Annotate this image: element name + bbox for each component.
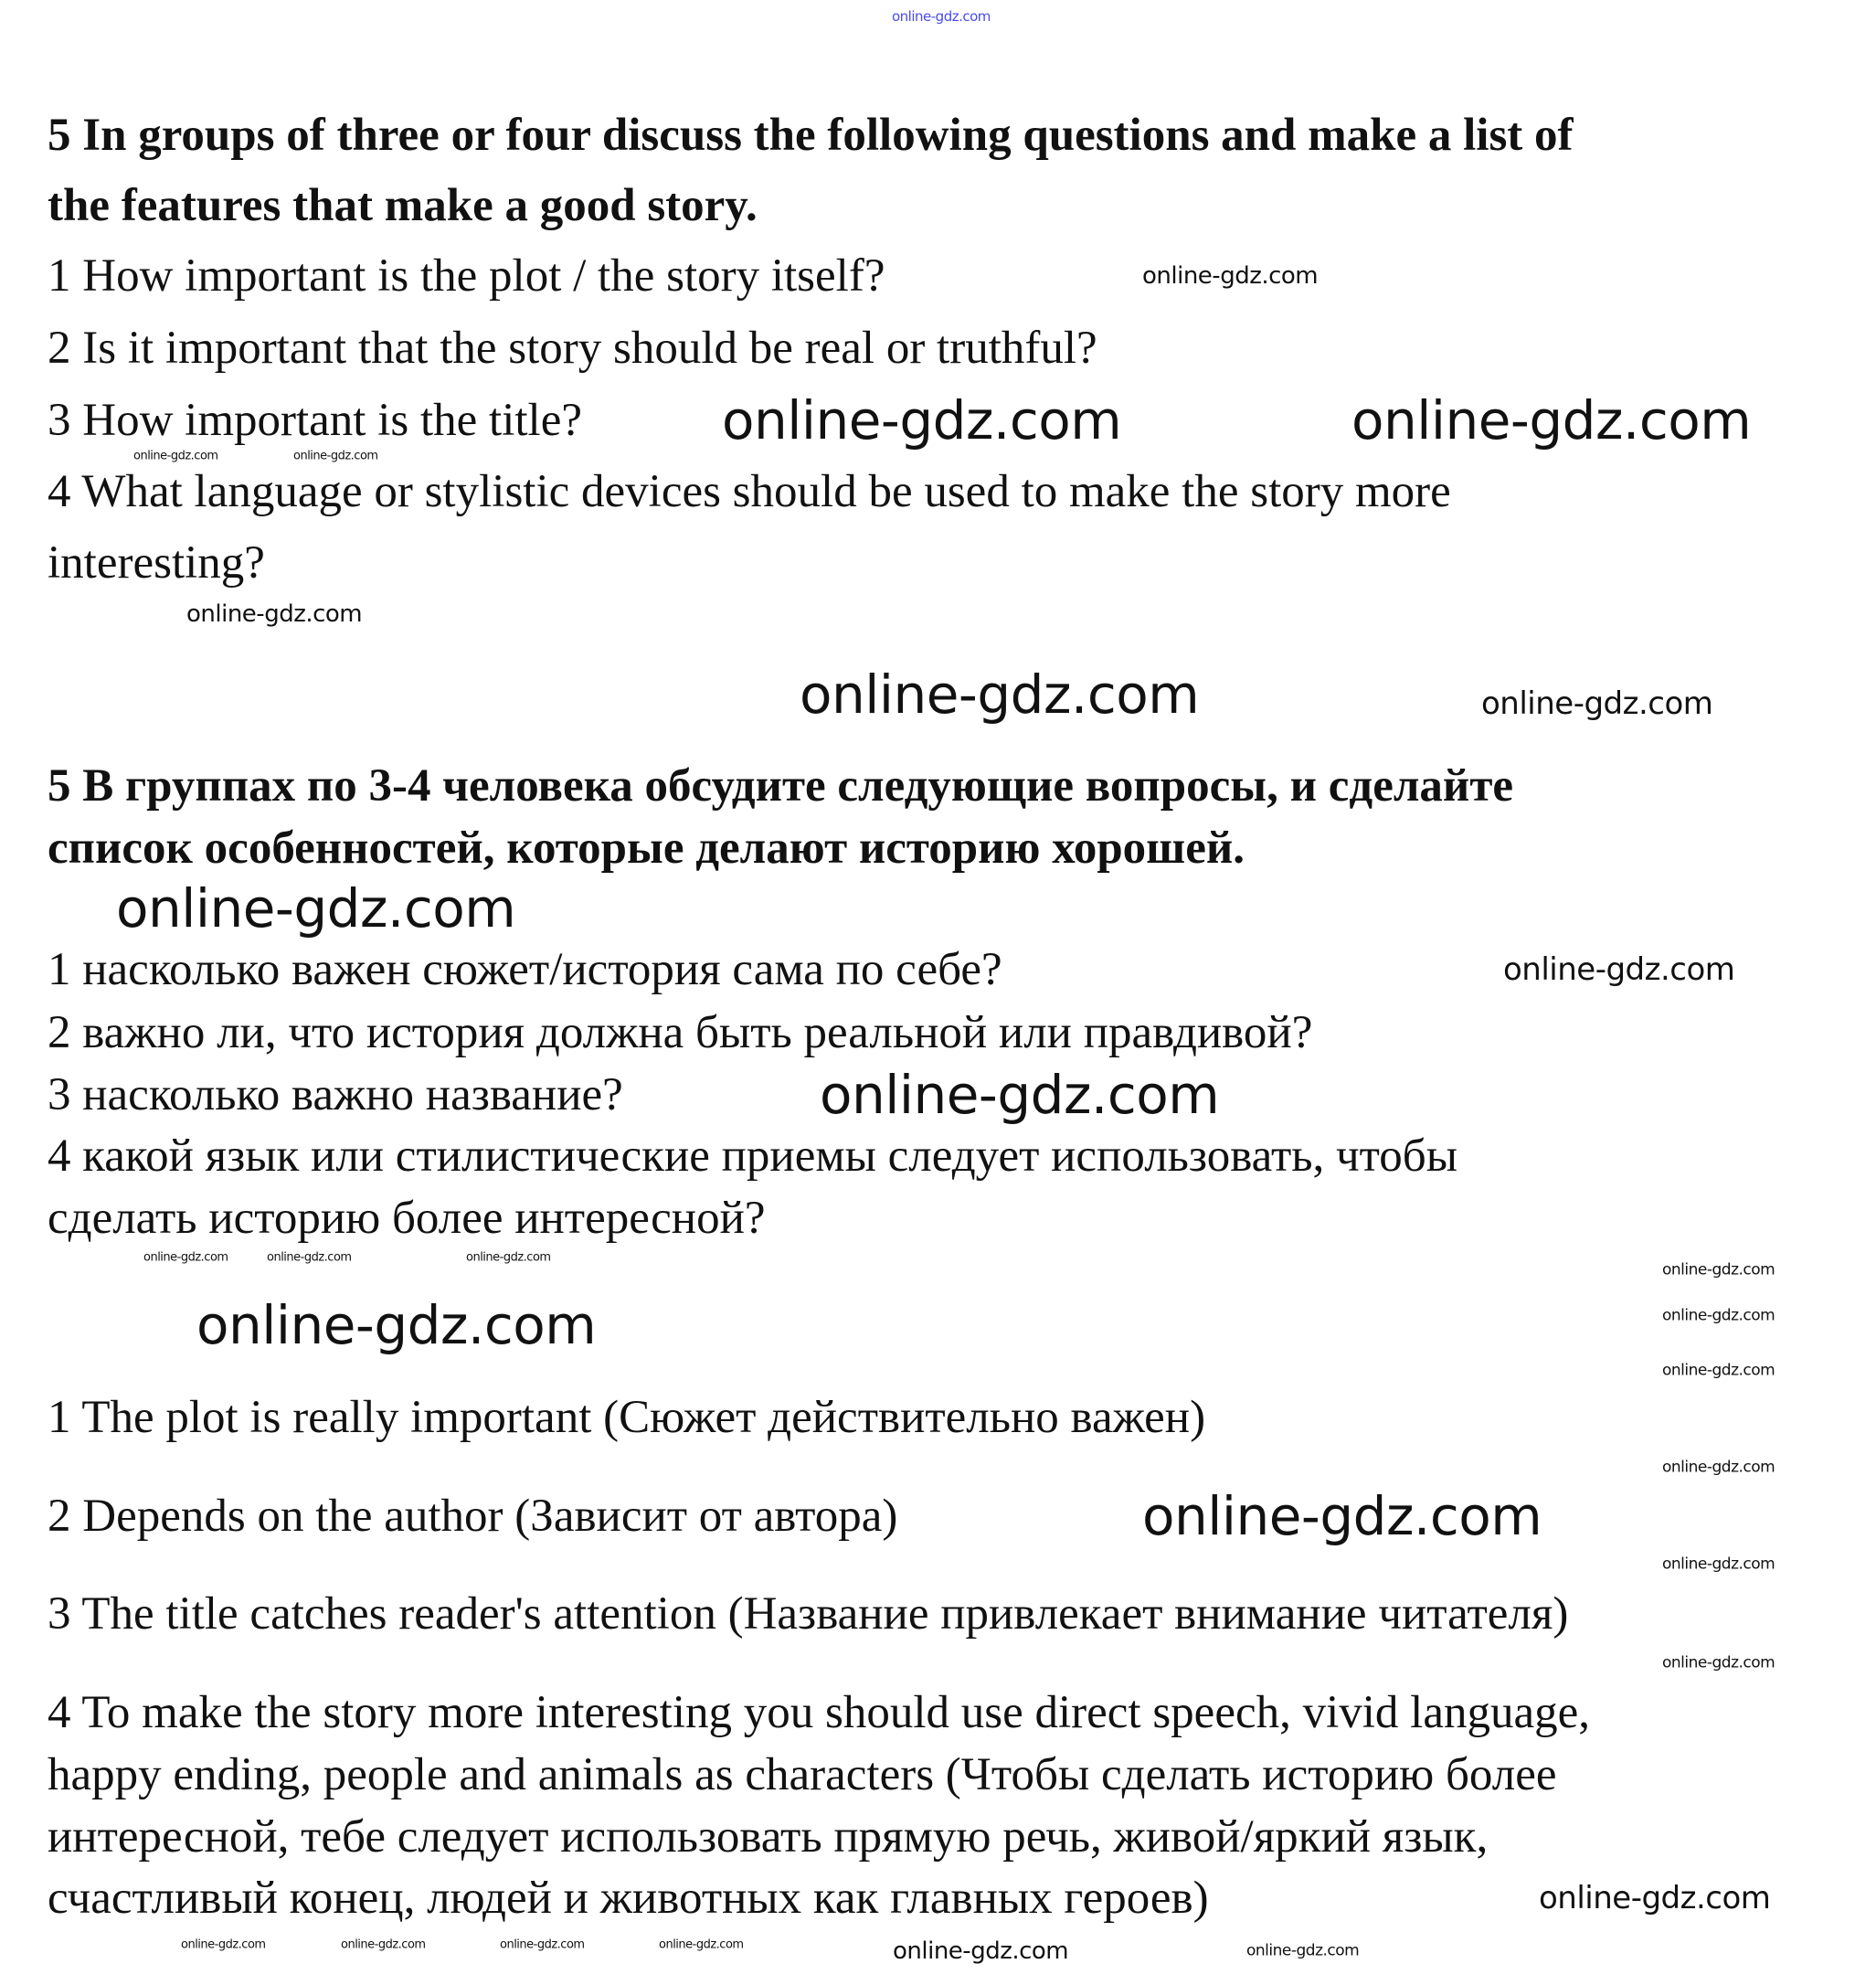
watermark: online-gdz.com <box>1662 1361 1775 1380</box>
watermark: online-gdz.com <box>181 1937 266 1952</box>
watermark: online-gdz.com <box>892 8 991 25</box>
exercise-heading-ru: 5 В группах по 3-4 человека обсудите следующие вопросы, и сделайте <box>48 760 1514 812</box>
question-en: 4 What language or stylistic devices should be used to make the story more <box>48 466 1451 517</box>
watermark: online-gdz.com <box>1481 685 1713 722</box>
question-en: interesting? <box>48 537 265 589</box>
watermark: online-gdz.com <box>1142 262 1319 290</box>
exercise-heading-en: 5 In groups of three or four discuss the following questions and make a list of <box>48 110 1574 161</box>
watermark: online-gdz.com <box>293 449 378 463</box>
watermark: online-gdz.com <box>143 1250 228 1265</box>
exercise-heading-en: the features that make a good story. <box>48 180 758 231</box>
question-en: 2 Is it important that the story should be real or truthful? <box>48 323 1097 374</box>
watermark: online-gdz.com <box>1662 1555 1775 1574</box>
watermark: online-gdz.com <box>466 1250 551 1265</box>
watermark: online-gdz.com <box>116 877 516 939</box>
question-ru: сделать историю более интересной? <box>48 1193 766 1244</box>
watermark: online-gdz.com <box>659 1937 744 1952</box>
watermark: online-gdz.com <box>800 663 1200 726</box>
answer: 1 The plot is really important (Сюжет действительно важен) <box>48 1392 1206 1443</box>
watermark: online-gdz.com <box>1662 1653 1775 1672</box>
answer: happy ending, people and animals as characters (Чтобы сделать историю более <box>48 1749 1557 1800</box>
watermark: online-gdz.com <box>893 1937 1069 1965</box>
watermark: online-gdz.com <box>1662 1260 1775 1279</box>
watermark: online-gdz.com <box>1142 1485 1542 1547</box>
watermark: online-gdz.com <box>500 1937 585 1952</box>
answer: интересной, тебе следует использовать прямую речь, живой/яркий язык, <box>48 1811 1489 1863</box>
watermark: online-gdz.com <box>1351 389 1752 451</box>
exercise-heading-ru: список особенностей, которые делают историю хорошей. <box>48 823 1245 874</box>
watermark: online-gdz.com <box>267 1250 352 1265</box>
watermark: online-gdz.com <box>1503 951 1735 988</box>
question-en: 3 How important is the title? <box>48 395 582 446</box>
question-ru: 3 насколько важно название? <box>48 1069 623 1120</box>
watermark: online-gdz.com <box>133 449 218 463</box>
answer: 3 The title catches reader's attention (Название привлекает внимание читателя) <box>48 1588 1569 1640</box>
watermark: online-gdz.com <box>722 389 1122 451</box>
question-ru: 4 какой язык или стилистические приемы следует использовать, чтобы <box>48 1130 1457 1182</box>
answer: счастливый конец, людей и животных как главных героев) <box>48 1873 1209 1924</box>
answer: 2 Depends on the author (Зависит от автора) <box>48 1491 898 1542</box>
watermark: online-gdz.com <box>341 1937 426 1952</box>
question-en: 1 How important is the plot / the story itself? <box>48 250 885 302</box>
question-ru: 1 насколько важен сюжет/история сама по себе? <box>48 944 1002 995</box>
watermark: online-gdz.com <box>186 600 363 628</box>
question-ru: 2 важно ли, что история должна быть реальной или правдивой? <box>48 1007 1313 1058</box>
watermark: online-gdz.com <box>1662 1306 1775 1325</box>
watermark: online-gdz.com <box>1539 1880 1771 1916</box>
watermark: online-gdz.com <box>1662 1458 1775 1477</box>
watermark: online-gdz.com <box>820 1064 1220 1126</box>
watermark: online-gdz.com <box>1246 1941 1360 1960</box>
watermark: online-gdz.com <box>196 1294 597 1356</box>
answer: 4 To make the story more interesting you should use direct speech, vivid language, <box>48 1687 1591 1738</box>
